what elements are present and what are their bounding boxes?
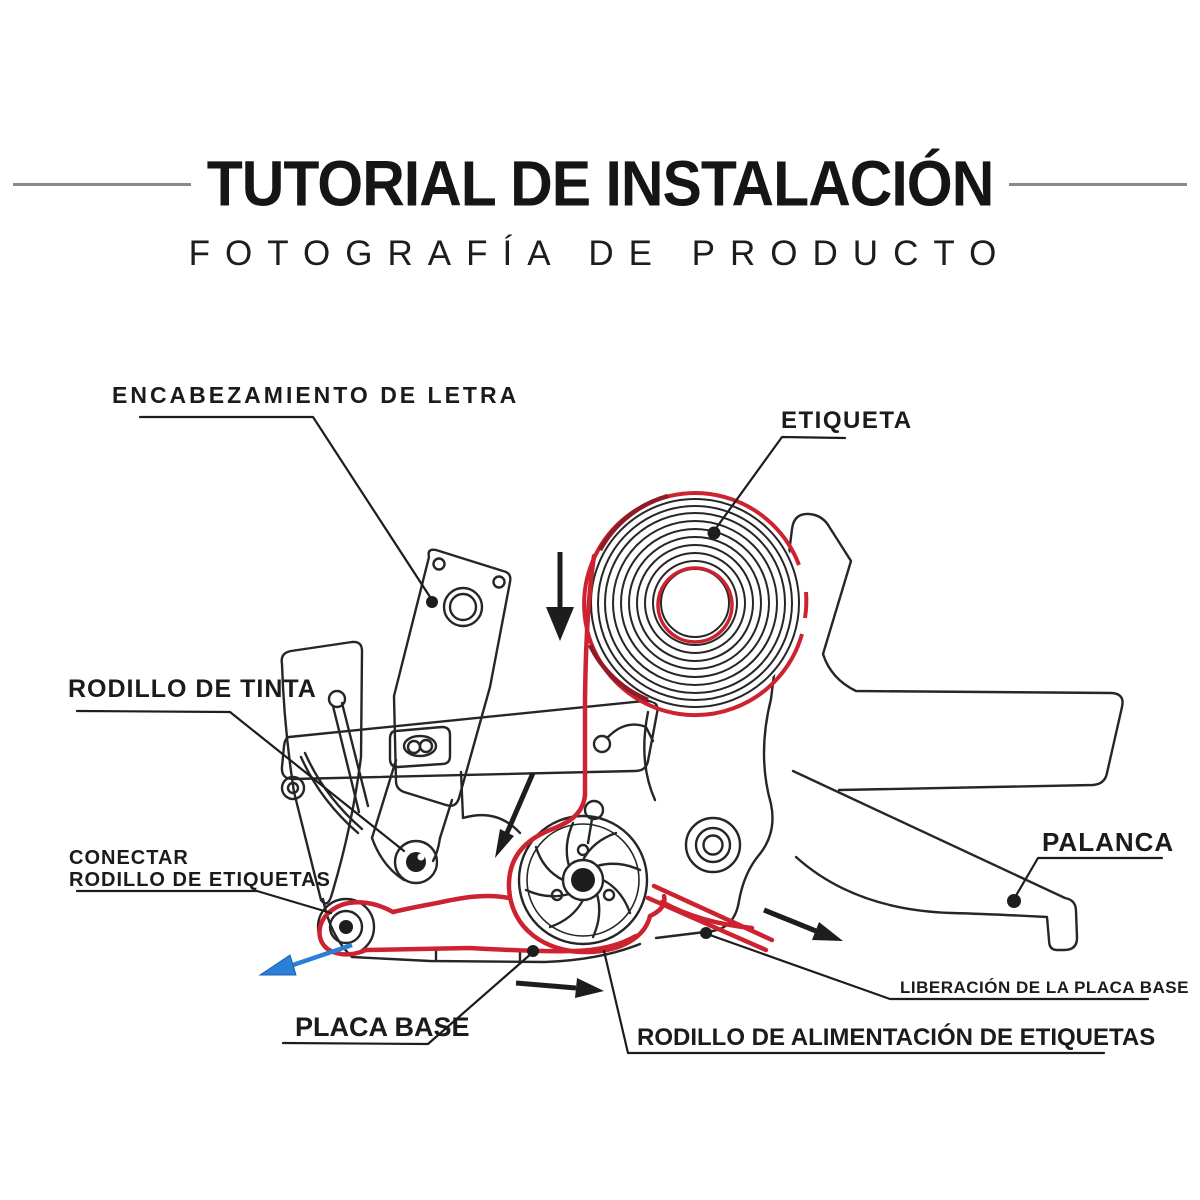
lever-outline <box>793 771 1077 950</box>
letter-head-plate <box>372 550 510 838</box>
down-arrow-icon <box>546 552 574 641</box>
roller-hubs <box>339 852 595 934</box>
label-letter-head: ENCABEZAMIENTO DE LETRA <box>112 382 520 408</box>
page-title: TUTORIAL DE INSTALACIÓN <box>206 148 994 220</box>
label-connect-line2: RODILLO DE ETIQUETAS <box>69 869 331 891</box>
page-subtitle: FOTOGRAFÍA DE PRODUCTO <box>188 234 1012 273</box>
label-roll-spiral <box>584 493 806 715</box>
leader-lever <box>1014 858 1162 899</box>
leader-lines <box>77 417 1162 1053</box>
label-label-roll: ETIQUETA <box>781 407 913 434</box>
label-ink-roller: RODILLO DE TINTA <box>68 675 317 703</box>
label-base-plate: PLACA BASE <box>295 1012 470 1042</box>
label-exit-arrow-icon <box>260 945 352 975</box>
leader-letter-head <box>140 417 432 600</box>
label-connect-line1: CONECTAR <box>69 847 189 869</box>
output-direction-arrow-icon <box>516 978 604 998</box>
lever-direction-arrow-icon <box>764 910 843 941</box>
ink-roller <box>372 838 440 883</box>
ink-hub-highlight <box>418 854 425 861</box>
label-lever: PALANCA <box>1042 827 1175 857</box>
right-bracket-arm <box>771 514 1123 790</box>
label-base-plate-release: LIBERACIÓN DE LA PLACA BASE <box>900 978 1189 997</box>
top-bar <box>282 701 658 779</box>
idler-roller <box>686 818 740 872</box>
leader-connect-roller <box>77 891 331 913</box>
label-feed-roller: RODILLO DE ALIMENTACIÓN DE ETIQUETAS <box>637 1024 1156 1051</box>
